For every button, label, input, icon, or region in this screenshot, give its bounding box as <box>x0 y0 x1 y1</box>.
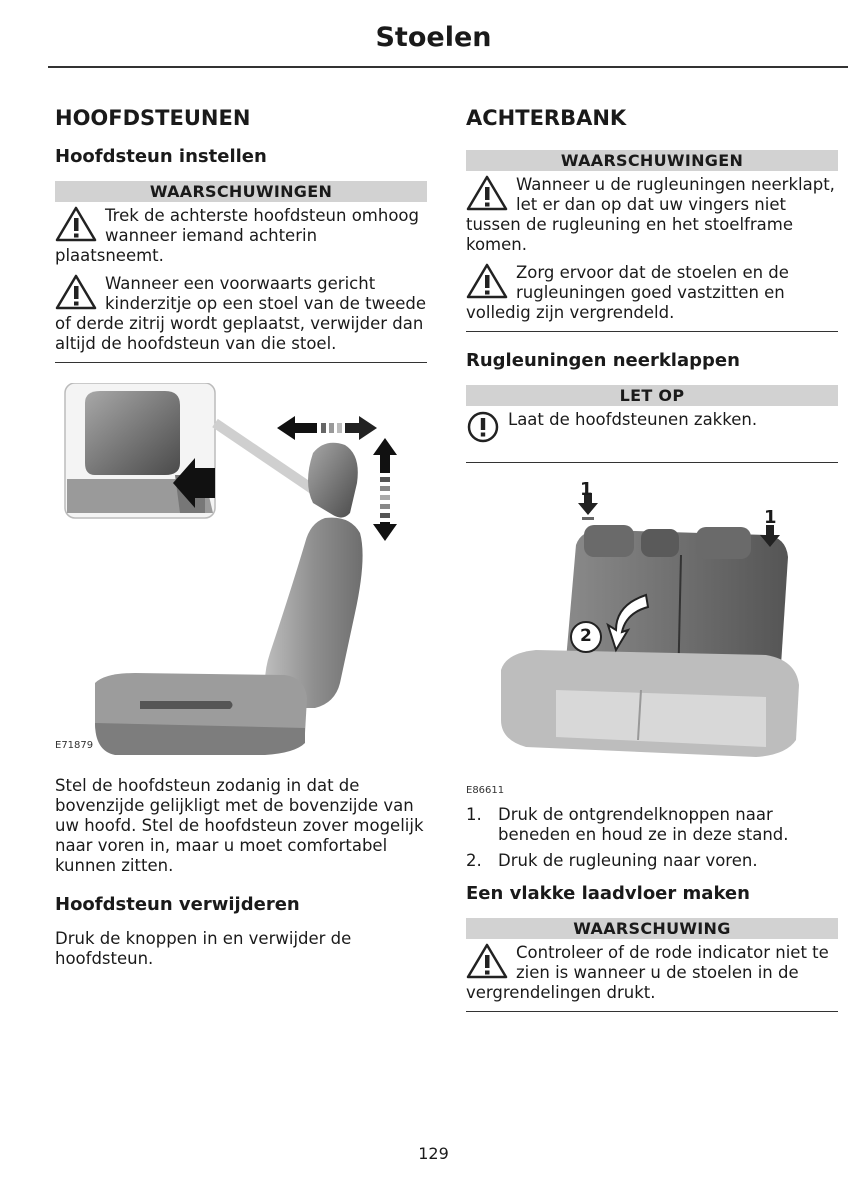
warning-item <box>55 206 427 266</box>
list-item: 1. Druk de ontgrendelknoppen naar beneden en houd ze in deze stand. <box>466 805 789 844</box>
warning-triangle-icon <box>55 274 99 312</box>
callout-1: 1 <box>580 479 593 500</box>
page-number: 129 <box>418 1144 449 1163</box>
note-box-label: LET OP <box>466 385 838 406</box>
warning-text: Controleer of de rode indicator niet te zien is wanneer u de stoelen in de vergrendelingen drukt. <box>466 943 829 1002</box>
subheading-flat-load-floor: Een vlakke laadvloer maken <box>466 883 750 904</box>
callout-1: 1 <box>764 507 777 528</box>
note-item <box>466 410 838 448</box>
caution-circle-icon <box>466 410 502 448</box>
box-divider <box>55 362 427 363</box>
warning-item <box>466 263 838 323</box>
subheading-remove-headrest: Hoofdsteun verwijderen <box>55 894 300 915</box>
section-heading-rear-seat: ACHTERBANK <box>466 106 627 130</box>
warning-triangle-icon <box>466 943 510 981</box>
figure-code: E86611 <box>466 785 505 796</box>
warning-triangle-icon <box>466 263 510 301</box>
fold-steps-list <box>466 805 838 871</box>
list-item: 2. Druk de rugleuning naar voren. <box>466 851 758 870</box>
subheading-fold-backrests: Rugleuningen neerklappen <box>466 350 740 371</box>
warning-text: Zorg ervoor dat de stoelen en de rugleuningen goed vastzitten en volledig zijn vergrendeld. <box>466 263 789 322</box>
warnings-box-label: WAARSCHUWINGEN <box>466 150 838 171</box>
figure-code: E71879 <box>55 740 94 751</box>
warning-item <box>55 274 427 354</box>
rear-seat-illustration <box>466 485 838 785</box>
warning-text: Trek de achterste hoofdsteun omhoog wanneer iemand achterin plaatsneemt. <box>55 206 419 265</box>
callout-2: 2 <box>580 626 592 646</box>
subheading-adjust-headrest: Hoofdsteun instellen <box>55 146 267 167</box>
headrest-adjust-paragraph: Stel de hoofdsteun zodanig in dat de bovenzijde gelijkligt met de bovenzijde van uw hoofd. Stel de hoofdsteun zover mogelijk naar voren in, maar u moet comfortabel kunnen zitten. <box>55 776 424 875</box>
warning-item <box>466 175 838 255</box>
headrest-illustration <box>55 383 427 758</box>
warning-box-label: WAARSCHUWING <box>466 918 838 939</box>
page-title: Stoelen <box>375 22 492 53</box>
right-column <box>466 100 838 1012</box>
headrest-figure <box>55 383 427 758</box>
section-heading-headrests: HOOFDSTEUNEN <box>55 106 251 130</box>
box-divider <box>466 331 838 332</box>
warning-triangle-icon <box>466 175 510 213</box>
warnings-box-label: WAARSCHUWINGEN <box>55 181 427 202</box>
warning-triangle-icon <box>55 206 99 244</box>
box-divider <box>466 462 838 463</box>
box-divider <box>466 1011 838 1012</box>
rear-seat-figure <box>466 479 838 805</box>
warning-text: Wanneer u de rugleuningen neerklapt, let er dan op dat uw vingers niet tussen de rugleuning en het stoelframe komen. <box>466 175 835 254</box>
title-rule <box>48 66 848 68</box>
note-text: Laat de hoofdsteunen zakken. <box>508 410 758 429</box>
warning-text: Wanneer een voorwaarts gericht kinderzitje op een stoel van de tweede of derde zitrij wordt geplaatst, verwijder dan altijd de hoofdsteun van die stoel. <box>55 274 427 353</box>
left-column <box>55 100 427 983</box>
headrest-remove-paragraph: Druk de knoppen in en verwijder de hoofdsteun. <box>55 929 352 968</box>
warning-item <box>466 943 838 1003</box>
